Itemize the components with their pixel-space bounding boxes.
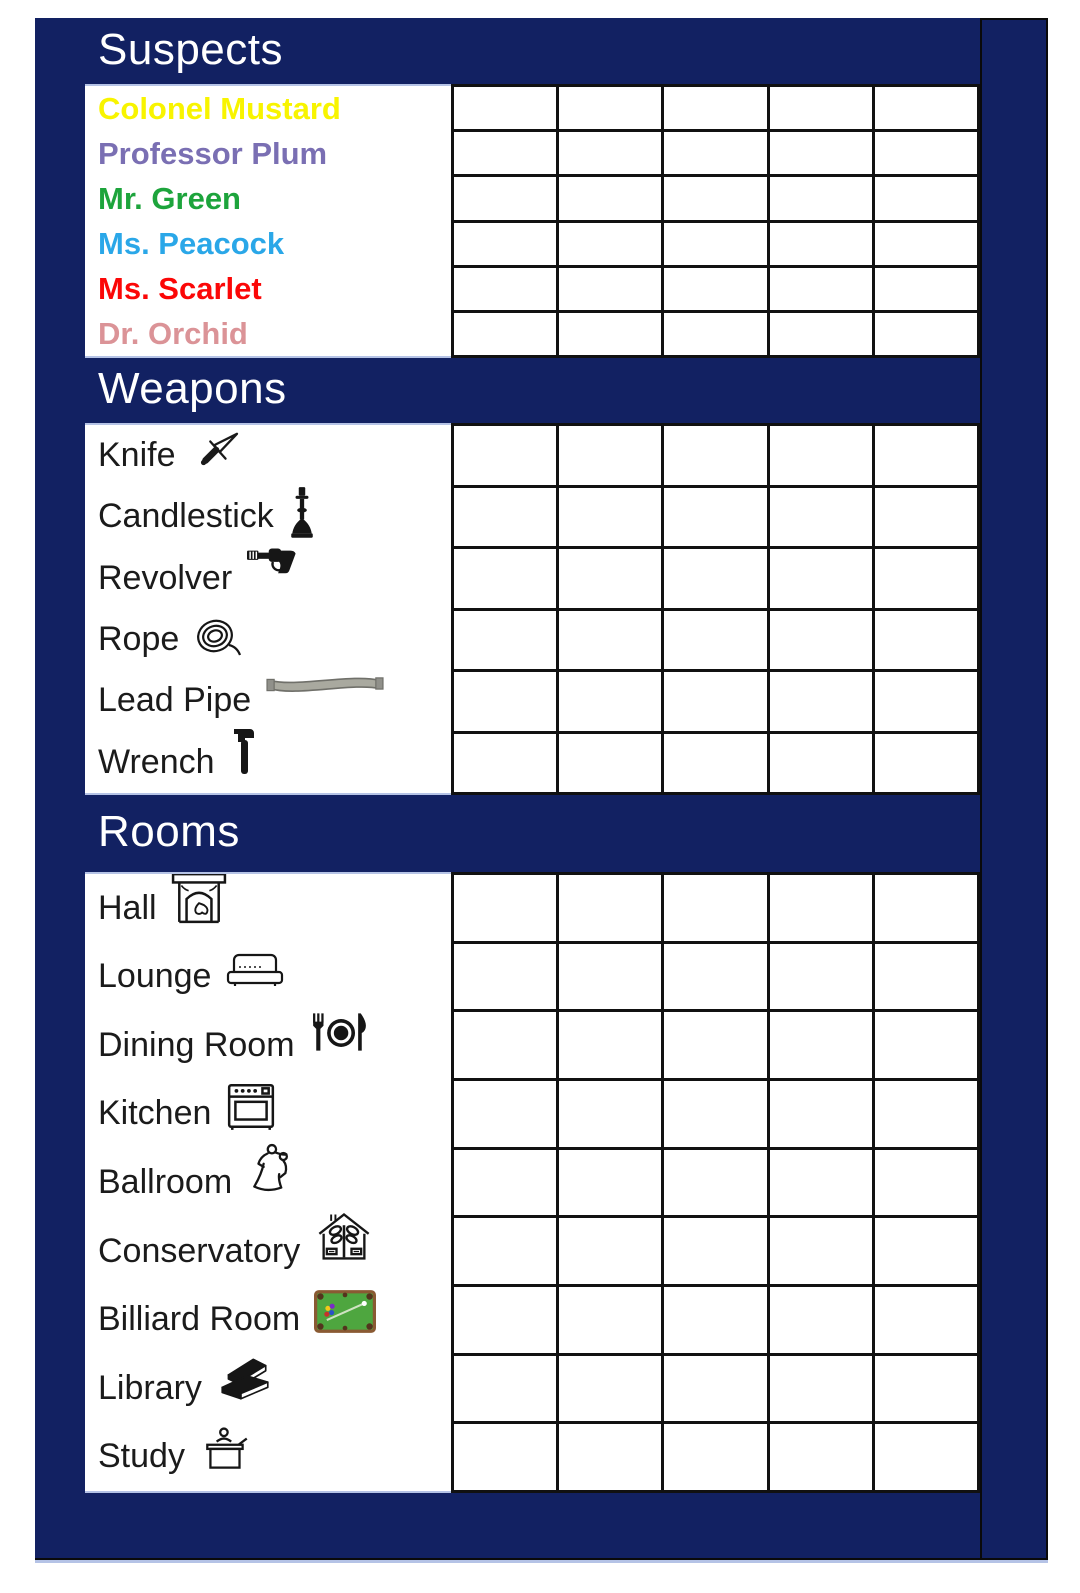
- grid-cell[interactable]: [770, 1012, 872, 1078]
- grid-cell[interactable]: [875, 1081, 977, 1147]
- grid-cell[interactable]: [454, 223, 556, 265]
- room-row: [85, 874, 451, 943]
- grid-cell[interactable]: [454, 268, 556, 310]
- room-row: [85, 1423, 451, 1492]
- room-label: Study: [98, 1437, 185, 1476]
- room-label: Billiard Room: [98, 1300, 301, 1339]
- clue-detective-scorecard: [35, 18, 1048, 1560]
- grid: [451, 423, 980, 795]
- grid-cell[interactable]: [559, 1424, 661, 1490]
- grid-cell[interactable]: [559, 426, 661, 485]
- grid-cell[interactable]: [664, 734, 766, 793]
- suspects-title: Suspects: [98, 25, 283, 74]
- fireplace-icon: [171, 872, 227, 924]
- weapon-label: Knife: [98, 436, 176, 475]
- grid-cell[interactable]: [559, 1356, 661, 1422]
- grid-cell[interactable]: [875, 1012, 977, 1078]
- room-label: Ballroom: [98, 1163, 233, 1202]
- room-row: [85, 1011, 451, 1080]
- room-label: Library: [98, 1368, 202, 1407]
- suspect-label: Colonel Mustard: [98, 90, 341, 126]
- grid-cell[interactable]: [875, 875, 977, 941]
- grid-cell[interactable]: [559, 313, 661, 355]
- desk-icon: [199, 1427, 253, 1475]
- grid-cell[interactable]: [770, 734, 872, 793]
- candlestick-icon: [288, 486, 316, 542]
- grid-cell[interactable]: [559, 1012, 661, 1078]
- grid-cell[interactable]: [770, 611, 872, 670]
- grid-cell[interactable]: [770, 944, 872, 1010]
- room-row: [85, 1080, 451, 1149]
- grid-cell[interactable]: [559, 223, 661, 265]
- grid-cell[interactable]: [770, 223, 872, 265]
- grid-cell[interactable]: [559, 549, 661, 608]
- grid-cell[interactable]: [875, 611, 977, 670]
- sofa-icon: [225, 950, 285, 988]
- grid-cell[interactable]: [664, 549, 766, 608]
- grid-cell[interactable]: [875, 132, 977, 174]
- grid-cell[interactable]: [664, 1012, 766, 1078]
- grid-cell[interactable]: [770, 1287, 872, 1353]
- suspect-row: [85, 221, 451, 266]
- names-panel: [85, 872, 451, 1493]
- grid-cell[interactable]: [664, 875, 766, 941]
- names-panel: [85, 84, 451, 358]
- grid-cell[interactable]: [664, 87, 766, 129]
- room-label: Hall: [98, 888, 157, 927]
- grid-cell[interactable]: [454, 672, 556, 731]
- rooms-title: Rooms: [98, 807, 240, 856]
- weapon-row: [85, 732, 451, 793]
- grid-cell[interactable]: [559, 611, 661, 670]
- grid-cell[interactable]: [875, 1287, 977, 1353]
- grid-cell[interactable]: [875, 672, 977, 731]
- weapon-label: Revolver: [98, 558, 233, 597]
- suspect-label: Mr. Green: [98, 180, 241, 216]
- room-label: Kitchen: [98, 1094, 212, 1133]
- grid-cell[interactable]: [770, 488, 872, 547]
- grid-cell[interactable]: [770, 177, 872, 219]
- grid-cell[interactable]: [454, 1218, 556, 1284]
- grid-cell[interactable]: [454, 549, 556, 608]
- grid-cell[interactable]: [664, 1081, 766, 1147]
- dancers-icon: [246, 1143, 302, 1199]
- grid-cell[interactable]: [770, 313, 872, 355]
- grid-cell[interactable]: [559, 1287, 661, 1353]
- names-panel: [85, 423, 451, 795]
- grid-cell[interactable]: [559, 734, 661, 793]
- grid-cell[interactable]: [454, 313, 556, 355]
- suspect-row: [85, 176, 451, 221]
- grid-cell[interactable]: [664, 488, 766, 547]
- section-suspects: [35, 18, 1046, 358]
- section-weapons: [35, 358, 1046, 795]
- grid-cell[interactable]: [559, 1081, 661, 1147]
- weapon-label: Wrench: [98, 742, 215, 781]
- grid-cell[interactable]: [875, 1218, 977, 1284]
- grid-cell[interactable]: [559, 672, 661, 731]
- grid-cell[interactable]: [875, 87, 977, 129]
- weapon-label: Lead Pipe: [98, 681, 252, 720]
- grid-cell[interactable]: [770, 87, 872, 129]
- grid-cell[interactable]: [454, 132, 556, 174]
- grid-cell[interactable]: [454, 87, 556, 129]
- grid-cell[interactable]: [770, 672, 872, 731]
- grid-cell[interactable]: [454, 1081, 556, 1147]
- suspect-row: [85, 311, 451, 356]
- grid: [451, 872, 980, 1493]
- room-row: [85, 1285, 451, 1354]
- grid-cell[interactable]: [875, 426, 977, 485]
- grid-cell[interactable]: [454, 488, 556, 547]
- billiard-table-icon: [314, 1290, 376, 1333]
- grid-cell[interactable]: [770, 1356, 872, 1422]
- room-row: [85, 943, 451, 1012]
- grid-cell[interactable]: [770, 1081, 872, 1147]
- grid-cell[interactable]: [664, 223, 766, 265]
- grid-cell[interactable]: [664, 177, 766, 219]
- room-row: [85, 1148, 451, 1217]
- grid-cell[interactable]: [559, 132, 661, 174]
- grid-cell[interactable]: [454, 611, 556, 670]
- weapon-row: [85, 609, 451, 670]
- suspect-label: Ms. Peacock: [98, 225, 285, 261]
- section-rooms: [35, 795, 1046, 1493]
- room-label: Dining Room: [98, 1025, 295, 1064]
- grid-cell[interactable]: [875, 549, 977, 608]
- weapons-title: Weapons: [98, 364, 287, 413]
- books-icon: [216, 1353, 274, 1403]
- grid-cell[interactable]: [875, 1424, 977, 1490]
- weapon-row: [85, 670, 451, 731]
- grid-cell[interactable]: [664, 944, 766, 1010]
- grid-cell[interactable]: [875, 734, 977, 793]
- rope-icon: [193, 615, 247, 657]
- suspect-label: Professor Plum: [98, 135, 328, 171]
- weapon-row: [85, 486, 451, 547]
- suspect-row: [85, 266, 451, 311]
- lead-pipe-icon: [265, 671, 385, 698]
- suspect-row: [85, 86, 451, 131]
- grid-cell[interactable]: [875, 1150, 977, 1216]
- grid-cell[interactable]: [454, 1424, 556, 1490]
- grid-cell[interactable]: [770, 268, 872, 310]
- grid-cell[interactable]: [664, 132, 766, 174]
- weapons-header: [35, 358, 1046, 423]
- grid-cell[interactable]: [875, 223, 977, 265]
- grid: [451, 84, 980, 358]
- grid-cell[interactable]: [454, 734, 556, 793]
- pipe-wrench-icon: [229, 726, 259, 778]
- grid-cell[interactable]: [559, 87, 661, 129]
- suspect-label: Dr. Orchid: [98, 315, 248, 351]
- greenhouse-icon: [314, 1210, 374, 1264]
- grid-cell[interactable]: [664, 611, 766, 670]
- grid-cell[interactable]: [454, 1287, 556, 1353]
- grid-cell[interactable]: [770, 132, 872, 174]
- weapon-row: [85, 425, 451, 486]
- grid-cell[interactable]: [664, 672, 766, 731]
- grid-cell[interactable]: [664, 1150, 766, 1216]
- grid-cell[interactable]: [454, 1356, 556, 1422]
- grid-cell[interactable]: [664, 426, 766, 485]
- revolver-icon: [246, 543, 308, 585]
- grid-cell[interactable]: [454, 177, 556, 219]
- grid-cell[interactable]: [454, 1150, 556, 1216]
- dagger-icon: [190, 430, 242, 472]
- grid-cell[interactable]: [770, 1150, 872, 1216]
- grid-cell[interactable]: [875, 177, 977, 219]
- grid-cell[interactable]: [770, 1218, 872, 1284]
- weapon-row: [85, 548, 451, 609]
- grid-cell[interactable]: [454, 1012, 556, 1078]
- grid-cell[interactable]: [875, 488, 977, 547]
- grid-cell[interactable]: [664, 1218, 766, 1284]
- grid-cell[interactable]: [664, 313, 766, 355]
- grid-cell[interactable]: [559, 268, 661, 310]
- grid-cell[interactable]: [559, 875, 661, 941]
- grid-cell[interactable]: [454, 875, 556, 941]
- grid-cell[interactable]: [875, 313, 977, 355]
- grid-cell[interactable]: [559, 1150, 661, 1216]
- grid-cell[interactable]: [559, 1218, 661, 1284]
- room-label: Lounge: [98, 957, 212, 996]
- room-label: Conservatory: [98, 1231, 301, 1270]
- grid-cell[interactable]: [664, 1424, 766, 1490]
- grid-cell[interactable]: [875, 1356, 977, 1422]
- rooms-header: [35, 795, 1046, 872]
- weapon-label: Candlestick: [98, 497, 274, 536]
- grid-cell[interactable]: [770, 875, 872, 941]
- grid-cell[interactable]: [559, 944, 661, 1010]
- grid-cell[interactable]: [875, 944, 977, 1010]
- grid-cell[interactable]: [664, 1287, 766, 1353]
- grid-cell[interactable]: [770, 1424, 872, 1490]
- dinner-plate-icon: [309, 1011, 369, 1055]
- grid-cell[interactable]: [454, 944, 556, 1010]
- grid-cell[interactable]: [770, 426, 872, 485]
- grid-cell[interactable]: [454, 426, 556, 485]
- weapon-label: Rope: [98, 620, 180, 659]
- grid-cell[interactable]: [664, 268, 766, 310]
- room-row: [85, 1217, 451, 1286]
- grid-cell[interactable]: [559, 488, 661, 547]
- grid-cell[interactable]: [770, 549, 872, 608]
- room-row: [85, 1354, 451, 1423]
- suspect-row: [85, 131, 451, 176]
- stove-icon: [225, 1080, 277, 1132]
- suspect-label: Ms. Scarlet: [98, 270, 262, 306]
- grid-cell[interactable]: [559, 177, 661, 219]
- suspects-header: [35, 18, 1046, 84]
- grid-cell[interactable]: [875, 268, 977, 310]
- grid-cell[interactable]: [664, 1356, 766, 1422]
